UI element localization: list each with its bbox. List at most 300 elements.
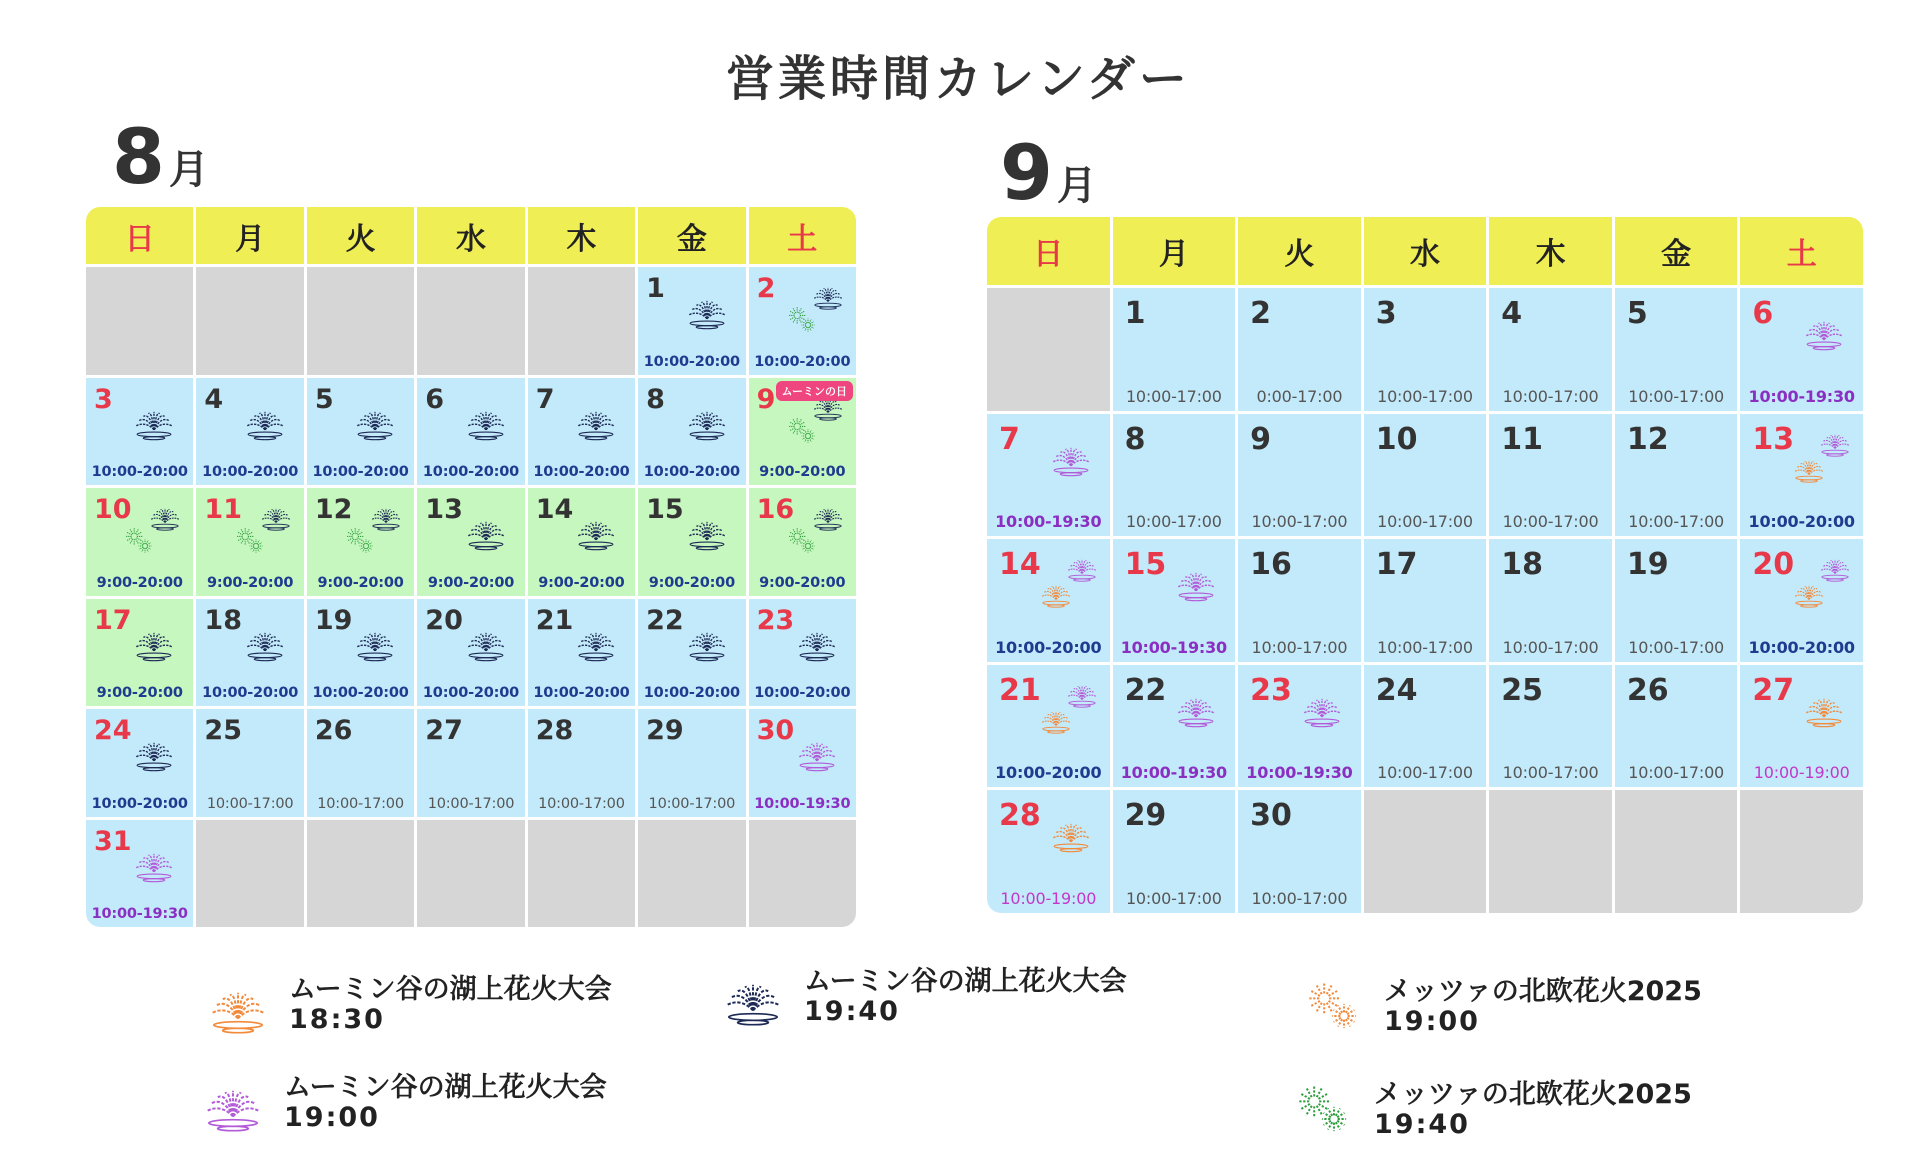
day-number: 21	[535, 604, 574, 636]
day-cell[interactable]	[86, 488, 193, 596]
day-number: 6	[1752, 296, 1774, 331]
opening-hours: 10:00-17:00	[1251, 888, 1348, 908]
day-cell[interactable]	[417, 709, 524, 817]
day-cell[interactable]	[417, 599, 524, 707]
day-cell[interactable]	[1113, 665, 1236, 788]
day-cell[interactable]	[638, 599, 745, 707]
day-cell[interactable]	[749, 709, 856, 817]
day-cell[interactable]	[987, 539, 1110, 662]
opening-hours: 10:00-20:00	[995, 763, 1102, 783]
weekday-header: 土	[1740, 217, 1863, 285]
opening-hours: 10:00-20:00	[1748, 512, 1855, 532]
navy-firework-icon	[352, 396, 398, 442]
legend-item	[720, 962, 1127, 1032]
navy-firework-icon	[684, 506, 730, 552]
day-number: 2	[756, 273, 776, 304]
day-cell[interactable]	[528, 378, 635, 486]
navy-firework-icon	[131, 617, 177, 663]
event-icons	[782, 275, 848, 341]
day-number: 21	[999, 672, 1041, 708]
opening-hours: 0:00-17:00	[1256, 386, 1343, 406]
green-firework-icon	[784, 412, 820, 448]
empty-cell	[1615, 790, 1738, 913]
legend-event-name: ムーミン谷の湖上花火大会	[289, 974, 612, 1005]
opening-hours: 10:00-17:00	[1125, 386, 1222, 406]
day-number: 18	[1501, 547, 1544, 583]
september-label	[1000, 128, 1097, 217]
orange-firework-icon	[205, 970, 271, 1036]
day-number: 8	[646, 383, 665, 415]
opening-hours: 10:00-17:00	[1502, 637, 1599, 657]
opening-hours: 9:00-20:00	[427, 574, 515, 591]
day-number: 12	[1626, 421, 1669, 457]
navy-firework-icon	[684, 396, 730, 442]
purple-firework-icon	[794, 727, 840, 773]
green-firework-icon	[784, 301, 820, 337]
day-number: 23	[1250, 672, 1292, 708]
event-icons	[1161, 547, 1227, 613]
day-cell[interactable]	[749, 378, 856, 486]
day-cell[interactable]	[86, 599, 193, 707]
weekday-header: 金	[1615, 217, 1738, 285]
opening-hours: 10:00-20:00	[1748, 637, 1855, 657]
green-firework-icon	[784, 522, 820, 558]
opening-hours: 10:00-17:00	[206, 795, 294, 812]
day-cell[interactable]	[638, 378, 745, 486]
opening-hours: 10:00-17:00	[427, 795, 515, 812]
day-number: 17	[1375, 547, 1418, 583]
day-cell[interactable]	[1489, 288, 1612, 411]
navy-firework-icon	[573, 396, 619, 442]
purple-firework-legend-icon	[200, 1068, 270, 1138]
opening-hours: 9:00-20:00	[207, 574, 294, 591]
day-number: 7	[999, 421, 1020, 457]
weekday-header: 土	[749, 207, 856, 264]
opening-hours: 10:00-19:30	[1748, 386, 1855, 406]
empty-cell	[196, 820, 303, 928]
day-number: 20	[425, 604, 463, 636]
weekday-header: 火	[1238, 217, 1361, 285]
event-icons	[230, 496, 296, 562]
opening-hours: 9:00-20:00	[96, 574, 183, 591]
opening-hours: 9:00-20:00	[759, 574, 846, 591]
orange-firework-icon	[1038, 573, 1074, 609]
legend-event-name: ムーミン谷の湖上花火大会	[804, 966, 1127, 997]
day-number: 15	[646, 494, 684, 525]
event-icons	[561, 386, 627, 452]
opening-hours: 10:00-20:00	[754, 685, 851, 701]
day-cell[interactable]	[196, 378, 303, 486]
event-icons	[1789, 296, 1855, 362]
opening-hours: 10:00-17:00	[1377, 386, 1473, 406]
green-firework-icon	[342, 522, 378, 558]
navy-firework-icon	[720, 962, 786, 1028]
day-cell[interactable]	[987, 665, 1110, 788]
opening-hours: 10:00-20:00	[422, 685, 520, 701]
september-calendar	[987, 217, 1863, 913]
day-number: 9	[1250, 421, 1272, 457]
empty-cell	[86, 267, 193, 375]
day-cell[interactable]	[1489, 539, 1612, 662]
day-number: 26	[1626, 672, 1669, 708]
opening-hours: 10:00-17:00	[1502, 512, 1599, 532]
day-number: 19	[314, 604, 353, 636]
opening-hours: 9:00-20:00	[648, 574, 735, 591]
navy-firework-icon	[242, 617, 288, 663]
opening-hours: 10:00-20:00	[754, 353, 851, 370]
day-cell[interactable]	[1364, 539, 1487, 662]
day-number: 29	[646, 715, 684, 746]
event-icons	[340, 496, 406, 562]
august-month-number: 8	[112, 112, 165, 201]
day-cell[interactable]	[1615, 414, 1738, 537]
green-burst-icon	[1290, 1075, 1356, 1141]
event-icons	[672, 607, 738, 673]
opening-hours: 10:00-20:00	[422, 464, 520, 480]
event-icons	[672, 496, 738, 562]
empty-cell	[1740, 790, 1863, 913]
day-cell[interactable]	[1238, 665, 1361, 788]
day-number: 29	[1124, 798, 1167, 834]
weekday-header: 水	[1364, 217, 1487, 285]
legend-event-time: 19:00	[1384, 1006, 1480, 1037]
weekday-header: 日	[987, 217, 1110, 285]
legend-event-time: 19:40	[1374, 1109, 1470, 1140]
opening-hours: 10:00-17:00	[1125, 888, 1222, 908]
orange-firework-legend-icon	[205, 970, 275, 1040]
day-number: 24	[1375, 672, 1418, 708]
purple-firework-icon	[1801, 306, 1847, 352]
day-number: 19	[1626, 547, 1669, 583]
day-number: 25	[1501, 672, 1544, 708]
day-number: 16	[756, 494, 795, 525]
opening-hours: 10:00-20:00	[533, 464, 630, 480]
day-cell[interactable]	[196, 488, 303, 596]
day-cell[interactable]	[417, 488, 524, 596]
day-cell[interactable]	[1238, 288, 1361, 411]
legend-item	[205, 970, 612, 1040]
event-icons	[119, 717, 185, 783]
day-cell[interactable]	[1740, 665, 1863, 788]
empty-cell	[528, 820, 635, 928]
purple-firework-icon	[1048, 432, 1094, 478]
day-number: 3	[94, 383, 113, 415]
day-cell[interactable]	[196, 709, 303, 817]
navy-firework-icon	[131, 396, 177, 442]
opening-hours: 10:00-20:00	[643, 464, 740, 480]
day-cell[interactable]	[1489, 665, 1612, 788]
navy-firework-icon	[131, 727, 177, 773]
opening-hours: 10:00-20:00	[533, 685, 630, 701]
day-number: 2	[1250, 296, 1272, 331]
opening-hours: 9:00-20:00	[538, 574, 625, 591]
day-number: 14	[999, 547, 1041, 583]
opening-hours: 10:00-17:00	[1628, 763, 1725, 783]
event-icons	[451, 386, 517, 452]
event-icons	[782, 496, 848, 562]
opening-hours: 9:00-20:00	[317, 574, 404, 591]
event-icons	[561, 496, 627, 562]
day-cell[interactable]	[1615, 288, 1738, 411]
opening-hours: 10:00-20:00	[202, 685, 299, 701]
day-cell[interactable]	[987, 414, 1110, 537]
day-cell[interactable]	[86, 378, 193, 486]
event-icons	[1036, 547, 1102, 613]
opening-hours: 10:00-20:00	[202, 464, 299, 480]
day-number: 28	[535, 715, 574, 746]
orange-firework-icon	[1038, 699, 1074, 735]
day-number: 8	[1124, 421, 1146, 457]
purple-firework-icon	[1299, 683, 1345, 729]
day-cell[interactable]	[1113, 288, 1236, 411]
event-icons	[119, 607, 185, 673]
weekday-header: 水	[417, 207, 524, 264]
day-number: 6	[425, 383, 445, 415]
empty-cell	[307, 820, 414, 928]
day-number: 27	[1752, 672, 1795, 708]
day-cell[interactable]	[1364, 288, 1487, 411]
day-cell[interactable]	[749, 488, 856, 596]
legend-item	[200, 1068, 607, 1138]
day-cell[interactable]	[1238, 539, 1361, 662]
event-icons	[119, 496, 185, 562]
day-cell[interactable]	[1364, 414, 1487, 537]
day-number: 20	[1752, 547, 1795, 583]
day-number: 22	[1124, 672, 1167, 708]
day-cell[interactable]	[196, 599, 303, 707]
day-cell[interactable]	[528, 599, 635, 707]
day-cell[interactable]	[987, 790, 1110, 913]
legend-item	[1290, 1075, 1692, 1145]
event-icons	[451, 496, 517, 562]
event-icons	[672, 275, 738, 341]
opening-hours: 10:00-20:00	[312, 685, 409, 701]
opening-hours: 10:00-19:30	[1120, 763, 1227, 783]
day-number: 1	[1124, 296, 1146, 331]
day-cell[interactable]	[1113, 414, 1236, 537]
day-cell[interactable]	[86, 820, 193, 928]
day-cell[interactable]	[638, 709, 745, 817]
day-number: 16	[1250, 547, 1292, 583]
event-icons	[1036, 798, 1102, 864]
moomin-day-badge: ムーミンの日	[776, 381, 853, 401]
purple-firework-icon	[131, 838, 177, 884]
opening-hours: 10:00-17:00	[1125, 512, 1222, 532]
day-cell[interactable]	[1238, 414, 1361, 537]
opening-hours: 10:00-17:00	[1377, 637, 1473, 657]
navy-firework-icon	[352, 617, 398, 663]
opening-hours: 10:00-17:00	[538, 795, 625, 812]
day-number: 26	[314, 715, 353, 746]
navy-firework-icon	[573, 506, 619, 552]
day-number: 7	[535, 383, 555, 415]
august-calendar	[86, 207, 856, 927]
opening-hours: 10:00-17:00	[1251, 637, 1348, 657]
opening-hours: 10:00-17:00	[1377, 763, 1473, 783]
day-number: 23	[756, 604, 795, 636]
opening-hours: 10:00-19:30	[91, 906, 188, 922]
legend-text	[284, 1073, 607, 1133]
navy-firework-icon	[463, 506, 509, 552]
opening-hours: 10:00-17:00	[1628, 637, 1725, 657]
event-icons	[340, 386, 406, 452]
day-number: 18	[204, 604, 242, 636]
event-icons	[782, 607, 848, 673]
opening-hours: 10:00-19:30	[754, 795, 851, 812]
empty-cell	[638, 820, 745, 928]
legend-text	[804, 967, 1127, 1027]
event-icons	[230, 607, 296, 673]
day-number: 17	[94, 604, 132, 636]
opening-hours: 10:00-17:00	[1251, 512, 1348, 532]
orange-firework-icon	[1791, 573, 1827, 609]
opening-hours: 10:00-20:00	[91, 464, 188, 480]
day-number: 9	[756, 383, 776, 415]
day-number: 11	[1501, 421, 1544, 457]
opening-hours: 10:00-17:00	[1377, 512, 1473, 532]
day-number: 12	[314, 494, 353, 525]
day-cell[interactable]	[1615, 665, 1738, 788]
opening-hours: 10:00-17:00	[1628, 512, 1725, 532]
opening-hours: 10:00-17:00	[1502, 386, 1599, 406]
day-number: 5	[1626, 296, 1648, 331]
day-number: 24	[94, 715, 132, 746]
orange-burst-icon	[1300, 972, 1366, 1038]
day-number: 30	[756, 715, 795, 746]
day-cell[interactable]	[638, 488, 745, 596]
september-month-suffix: 月	[1056, 163, 1097, 209]
navy-firework-icon	[794, 617, 840, 663]
day-number: 11	[204, 494, 242, 525]
day-cell[interactable]	[749, 267, 856, 375]
opening-hours: 10:00-19:30	[1246, 763, 1353, 783]
day-number: 10	[1375, 421, 1418, 457]
day-number: 10	[94, 494, 132, 525]
navy-firework-legend-icon	[720, 962, 790, 1032]
opening-hours: 9:00-20:00	[759, 464, 846, 480]
legend-event-name: メッツァの北欧花火2025	[1384, 976, 1702, 1007]
day-number: 25	[204, 715, 242, 746]
event-icons	[1789, 547, 1855, 613]
day-number: 4	[1501, 296, 1523, 331]
opening-hours: 10:00-19:30	[1120, 637, 1227, 657]
day-number: 5	[314, 383, 334, 415]
day-cell[interactable]	[1740, 288, 1863, 411]
page-title: 営業時間カレンダー	[726, 51, 1191, 107]
day-cell[interactable]	[749, 599, 856, 707]
day-cell[interactable]	[1489, 414, 1612, 537]
day-cell[interactable]	[307, 709, 414, 817]
legend-event-time: 19:40	[804, 996, 900, 1027]
navy-firework-icon	[684, 617, 730, 663]
day-cell[interactable]	[417, 378, 524, 486]
navy-firework-icon	[684, 285, 730, 331]
legend-item	[1300, 972, 1702, 1042]
legend-event-time: 18:30	[289, 1004, 385, 1035]
legend-event-name: ムーミン谷の湖上花火大会	[284, 1072, 607, 1103]
legend-text	[1374, 1080, 1692, 1140]
opening-hours: 10:00-17:00	[1502, 763, 1599, 783]
orange-burst-legend-icon	[1300, 972, 1370, 1042]
day-number: 13	[425, 494, 463, 525]
opening-hours: 10:00-19:00	[1753, 763, 1850, 783]
opening-hours: 10:00-19:30	[995, 512, 1102, 532]
empty-cell	[987, 288, 1110, 411]
green-firework-icon	[121, 522, 157, 558]
day-cell[interactable]	[638, 267, 745, 375]
day-number: 15	[1124, 547, 1167, 583]
orange-firework-icon	[1801, 683, 1847, 729]
purple-firework-icon	[200, 1068, 266, 1134]
opening-hours: 10:00-20:00	[312, 464, 409, 480]
day-number: 27	[425, 715, 463, 746]
orange-firework-icon	[1048, 808, 1094, 854]
september-month-number: 9	[1000, 128, 1053, 217]
event-icons	[1789, 673, 1855, 739]
navy-firework-icon	[463, 396, 509, 442]
empty-cell	[749, 820, 856, 928]
day-number: 28	[999, 798, 1041, 834]
legend-text	[1384, 977, 1702, 1037]
empty-cell	[196, 267, 303, 375]
event-icons	[340, 607, 406, 673]
day-cell[interactable]	[1364, 665, 1487, 788]
day-cell[interactable]	[307, 599, 414, 707]
opening-hours: 10:00-20:00	[995, 637, 1102, 657]
event-icons	[1036, 422, 1102, 488]
opening-hours: 9:00-20:00	[96, 685, 183, 701]
event-icons	[451, 607, 517, 673]
day-cell[interactable]	[307, 378, 414, 486]
green-burst-legend-icon	[1290, 1075, 1360, 1145]
navy-firework-icon	[573, 617, 619, 663]
opening-hours: 10:00-17:00	[648, 795, 736, 812]
event-icons	[672, 386, 738, 452]
day-cell[interactable]	[307, 488, 414, 596]
day-cell[interactable]	[1113, 790, 1236, 913]
event-icons	[561, 607, 627, 673]
weekday-header: 木	[528, 207, 635, 264]
weekday-header: 火	[307, 207, 414, 264]
weekday-header: 月	[196, 207, 303, 264]
weekday-header: 木	[1489, 217, 1612, 285]
day-number: 14	[535, 494, 574, 525]
day-cell[interactable]	[1615, 539, 1738, 662]
opening-hours: 10:00-17:00	[1628, 386, 1725, 406]
day-number: 3	[1375, 296, 1397, 331]
day-number: 30	[1250, 798, 1292, 834]
day-cell[interactable]	[528, 488, 635, 596]
purple-firework-icon	[1173, 683, 1219, 729]
day-number: 22	[646, 604, 684, 636]
day-number: 1	[646, 273, 665, 304]
empty-cell	[307, 267, 414, 375]
navy-firework-icon	[463, 617, 509, 663]
day-cell[interactable]	[528, 709, 635, 817]
legend-event-name: メッツァの北欧花火2025	[1374, 1079, 1692, 1110]
opening-hours: 10:00-20:00	[91, 795, 188, 812]
empty-cell	[528, 267, 635, 375]
event-icons	[230, 386, 296, 452]
day-cell[interactable]	[1113, 539, 1236, 662]
day-cell[interactable]	[1740, 539, 1863, 662]
legend-text	[289, 975, 612, 1035]
day-cell[interactable]	[1740, 414, 1863, 537]
august-label	[112, 112, 209, 201]
day-cell[interactable]	[86, 709, 193, 817]
empty-cell	[1489, 790, 1612, 913]
day-cell[interactable]	[1238, 790, 1361, 913]
